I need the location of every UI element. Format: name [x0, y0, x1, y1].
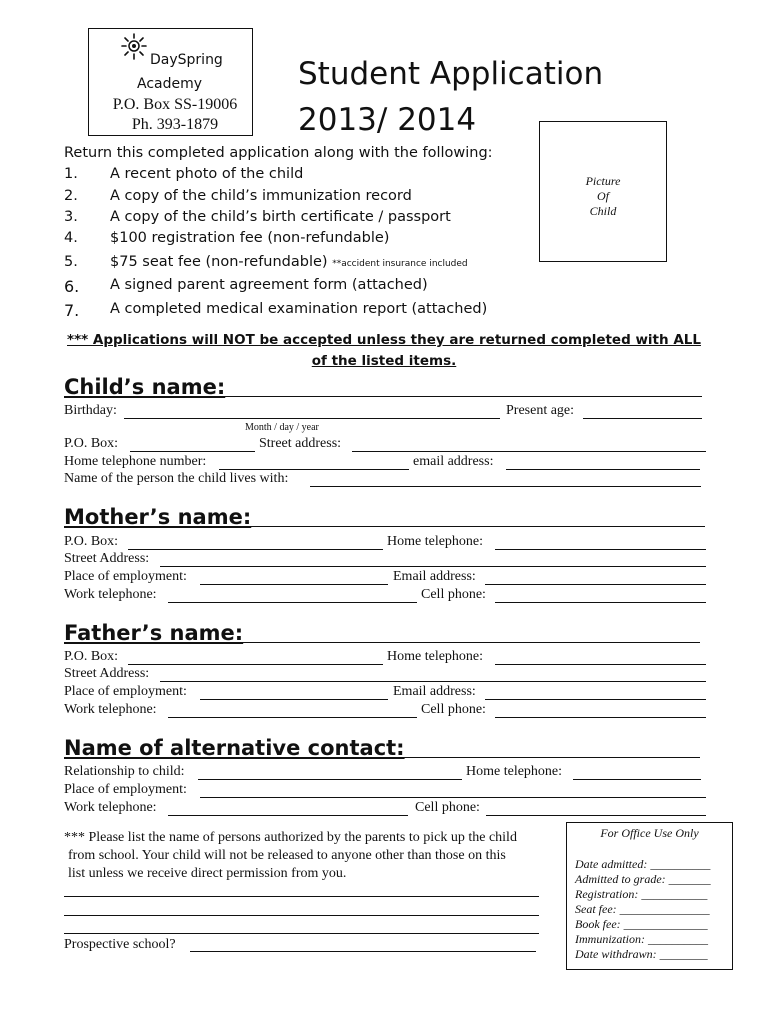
prospective-school-label: Prospective school?	[64, 937, 176, 952]
item-number: 4.	[64, 230, 78, 246]
father-email-field[interactable]	[485, 699, 706, 700]
date-format-hint: Month / day / year	[245, 422, 319, 433]
mother-name-heading: Mother’s name:	[64, 505, 252, 529]
notice-line-2: of the listed items.	[311, 353, 457, 369]
father-po-box-label: P.O. Box:	[64, 649, 119, 664]
pickup-note-line-3: list unless we receive direct permission from you.	[68, 866, 347, 881]
child-name-heading: Child’s name:	[64, 375, 226, 399]
mother-po-box-field[interactable]	[128, 549, 383, 550]
street-address-label: Street address:	[259, 436, 342, 451]
prospective-school-field[interactable]	[190, 951, 536, 952]
lives-with-field[interactable]	[310, 486, 701, 487]
requirement-item: A recent photo of the child	[110, 166, 304, 182]
pickup-person-field-2[interactable]	[64, 915, 539, 916]
father-email-label: Email address:	[393, 684, 476, 699]
mother-email-label: Email address:	[393, 569, 476, 584]
office-book-fee: Book fee: ______________	[575, 917, 708, 931]
alt-employment-field[interactable]	[200, 797, 706, 798]
page-year: 2013/ 2014	[298, 102, 477, 138]
page-title: Student Application	[298, 56, 604, 92]
mother-home-phone-label: Home telephone:	[387, 534, 484, 549]
mother-work-phone-field[interactable]	[168, 602, 417, 603]
alt-home-phone-label: Home telephone:	[466, 764, 563, 779]
item-number: 6.	[64, 277, 80, 296]
item-number: 3.	[64, 209, 78, 225]
father-street-field[interactable]	[160, 681, 706, 682]
po-box-field[interactable]	[130, 451, 255, 452]
pickup-note-line-2: from school. Your child will not be released to anyone other than those on this	[68, 848, 506, 863]
mother-street-field[interactable]	[160, 566, 706, 567]
pickup-note-line-1: *** Please list the name of persons authorized by the parents to pick up the child	[64, 830, 517, 845]
school-address: P.O. Box SS-19006	[112, 96, 238, 113]
present-age-field[interactable]	[583, 418, 702, 419]
email-label: email address:	[413, 454, 494, 469]
father-work-phone-label: Work telephone:	[64, 702, 157, 717]
father-cell-field[interactable]	[495, 717, 706, 718]
father-name-field[interactable]	[230, 642, 700, 643]
item-number: 1.	[64, 166, 78, 182]
father-cell-label: Cell phone:	[421, 702, 486, 717]
mother-email-field[interactable]	[485, 584, 706, 585]
requirement-item: A copy of the child’s immunization record	[110, 188, 412, 204]
mother-cell-label: Cell phone:	[421, 587, 486, 602]
mother-employment-field[interactable]	[200, 584, 388, 585]
child-name-field[interactable]	[212, 396, 702, 397]
requirement-text: $75 seat fee (non-refundable)	[110, 254, 328, 270]
requirement-item	[110, 254, 468, 270]
mother-street-label: Street Address:	[64, 551, 150, 566]
father-home-phone-field[interactable]	[495, 664, 706, 665]
street-address-field[interactable]	[352, 451, 706, 452]
office-admitted-grade: Admitted to grade: _______	[575, 872, 711, 886]
birthday-field[interactable]	[124, 418, 500, 419]
home-phone-label: Home telephone number:	[64, 454, 207, 469]
item-number: 2.	[64, 188, 78, 204]
alt-cell-field[interactable]	[486, 815, 706, 816]
alternative-contact-field[interactable]	[392, 757, 700, 758]
present-age-label: Present age:	[506, 403, 575, 418]
lives-with-label: Name of the person the child lives with:	[64, 471, 289, 486]
relationship-field[interactable]	[198, 779, 462, 780]
office-immunization: Immunization: __________	[575, 932, 708, 946]
father-name-heading: Father’s name:	[64, 621, 244, 645]
alt-home-phone-field[interactable]	[573, 779, 701, 780]
photo-label-3: Child	[589, 204, 617, 218]
notice-line-1: *** Applications will NOT be accepted unless they are returned completed with ALL	[67, 332, 701, 348]
office-date-admitted: Date admitted: __________	[575, 857, 711, 871]
insurance-note: **accident insurance included	[332, 259, 468, 269]
alt-work-phone-field[interactable]	[168, 815, 408, 816]
item-number: 7.	[64, 301, 80, 320]
acceptance-notice	[64, 330, 704, 372]
alt-work-phone-label: Work telephone:	[64, 800, 157, 815]
requirement-item: A signed parent agreement form (attached)	[110, 277, 428, 293]
father-home-phone-label: Home telephone:	[387, 649, 484, 664]
father-employment-label: Place of employment:	[64, 684, 187, 699]
email-field[interactable]	[506, 469, 700, 470]
alternative-contact-heading: Name of alternative contact:	[64, 736, 405, 760]
requirement-item: A completed medical examination report (attached)	[110, 301, 488, 317]
alt-employment-label: Place of employment:	[64, 782, 187, 797]
photo-box	[539, 121, 667, 262]
pickup-person-field-1[interactable]	[64, 896, 539, 897]
photo-label-1: Picture	[585, 174, 621, 188]
birthday-label: Birthday:	[64, 403, 117, 418]
mother-employment-label: Place of employment:	[64, 569, 187, 584]
item-number: 5.	[64, 254, 78, 270]
relationship-label: Relationship to child:	[64, 764, 185, 779]
photo-label-2: Of	[597, 189, 609, 203]
office-seat-fee: Seat fee: _______________	[575, 902, 710, 916]
school-subname: Academy	[137, 76, 203, 92]
father-po-box-field[interactable]	[128, 664, 383, 665]
father-employment-field[interactable]	[200, 699, 388, 700]
mother-po-box-label: P.O. Box:	[64, 534, 119, 549]
father-street-label: Street Address:	[64, 666, 150, 681]
requirement-item: $100 registration fee (non-refundable)	[110, 230, 390, 246]
alt-cell-label: Cell phone:	[415, 800, 480, 815]
office-use-title: For Office Use Only	[600, 826, 699, 840]
requirements-intro: Return this completed application along with the following:	[64, 145, 493, 161]
mother-home-phone-field[interactable]	[495, 549, 706, 550]
father-work-phone-field[interactable]	[168, 717, 417, 718]
mother-name-field[interactable]	[237, 526, 705, 527]
home-phone-field[interactable]	[219, 469, 409, 470]
mother-work-phone-label: Work telephone:	[64, 587, 157, 602]
office-date-withdrawn: Date withdrawn: ________	[575, 947, 708, 961]
office-registration: Registration: ___________	[575, 887, 708, 901]
po-box-label: P.O. Box:	[64, 436, 119, 451]
school-phone: Ph. 393-1879	[131, 116, 219, 133]
pickup-person-field-3[interactable]	[64, 933, 539, 934]
school-name: DaySpring	[150, 52, 223, 68]
mother-cell-field[interactable]	[495, 602, 706, 603]
requirement-item: A copy of the child’s birth certificate / passport	[110, 209, 451, 225]
